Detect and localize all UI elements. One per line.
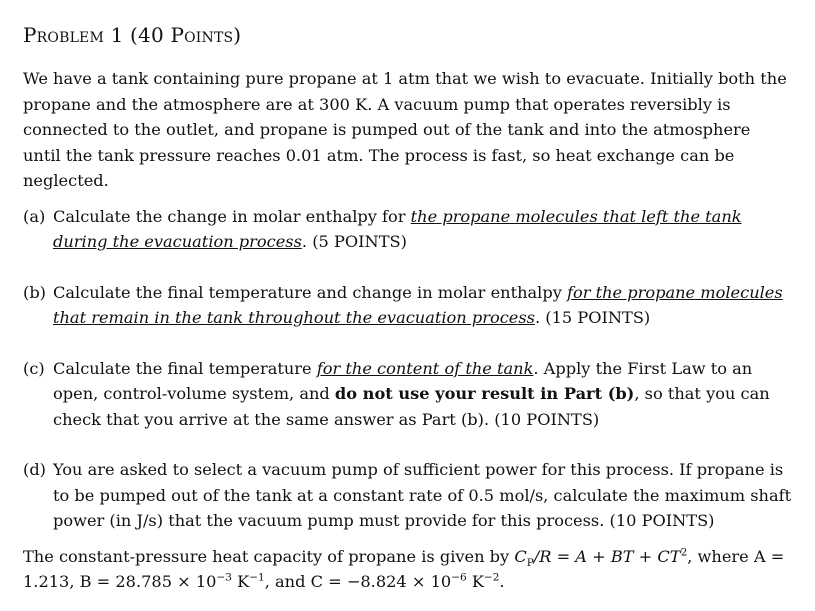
problem-heading: Problem 1 (40 Points) <box>23 23 242 47</box>
part-b-text1: Calculate the final temperature and change in molar enthalpy <box>53 282 567 302</box>
part-b <box>23 280 793 331</box>
problem-page <box>23 22 793 595</box>
heat-capacity-statement <box>23 544 793 595</box>
eq-cp-rest: /R = A + BT + CT <box>533 546 681 566</box>
part-c-underlined: for the content of the tank <box>316 358 534 378</box>
part-c <box>23 356 793 433</box>
coef-c-def: , and C = −8.824 × 10 <box>264 572 452 591</box>
heat-capacity-end: . <box>499 572 505 591</box>
part-a-body <box>53 204 793 255</box>
part-c-bold: do not use your result in Part (b) <box>334 384 635 403</box>
eq-cp-subscript: P <box>526 556 534 569</box>
coef-b-def: , B = 28.785 × 10 <box>69 572 217 591</box>
part-d-body: You are asked to select a vacuum pump of sufficient power for this process. If propane is to be pumped out of the tank at a constant rate of 0.5 mol/s, calculate the maximum shaft power (in J/s) that the vacuum pump must provide for this process. (10 POINTS) <box>53 460 792 530</box>
part-a-letter: (a) <box>23 206 46 226</box>
part-b-underlined: for the propane molecules that remain in the tank throughout the evacuation process <box>53 282 783 327</box>
part-a-underlined: the propane molecules that left the tank during the evacuation process <box>53 206 742 251</box>
coef-b-unit-exponent: −1 <box>249 571 265 584</box>
heat-capacity-mid: , where <box>687 546 754 566</box>
part-a <box>23 204 793 255</box>
eq-cp-symbol: C <box>514 546 527 566</box>
part-d <box>23 457 793 534</box>
heat-capacity-prefix: The constant-pressure heat capacity of propane is given by <box>23 546 515 566</box>
coef-a-def: A = 1.213 <box>23 546 785 591</box>
coef-c-unit-exponent: −2 <box>483 571 500 584</box>
part-b-text2: . (15 POINTS) <box>534 308 651 327</box>
part-c-letter: (c) <box>23 358 45 378</box>
part-c-text3: , so that you can check that you arrive at the same answer as Part (b). (10 POINTS) <box>53 384 770 429</box>
part-b-letter: (b) <box>23 282 46 302</box>
part-c-text1: Calculate the final temperature <box>53 358 317 378</box>
part-c-body <box>53 356 793 433</box>
coef-b-unit: K <box>231 572 250 591</box>
part-d-letter: (d) <box>23 460 46 479</box>
part-a-text2: . (5 POINTS) <box>301 232 407 251</box>
part-a-text1: Calculate the change in molar enthalpy for <box>53 206 411 226</box>
part-c-text2: . Apply the First Law to an open, control-volume system, and <box>53 358 753 403</box>
coef-c-exponent: −6 <box>451 571 467 584</box>
eq-cp-square: 2 <box>680 546 688 559</box>
coef-c-unit: K <box>466 572 484 591</box>
problem-intro: We have a tank containing pure propane at 1 atm that we wish to evacuate. Initially both the propane and the atmosphere are at 300 K. A vacuum pump that operates reversibly is connected to the outlet, and propane is pumped out of the tank and into the atmosphere until the tank pressure reaches 0.01 atm. The process is fast, so heat exchange can be neglected. <box>23 69 787 190</box>
part-b-body <box>53 280 793 331</box>
coef-b-exponent: −3 <box>216 571 232 584</box>
